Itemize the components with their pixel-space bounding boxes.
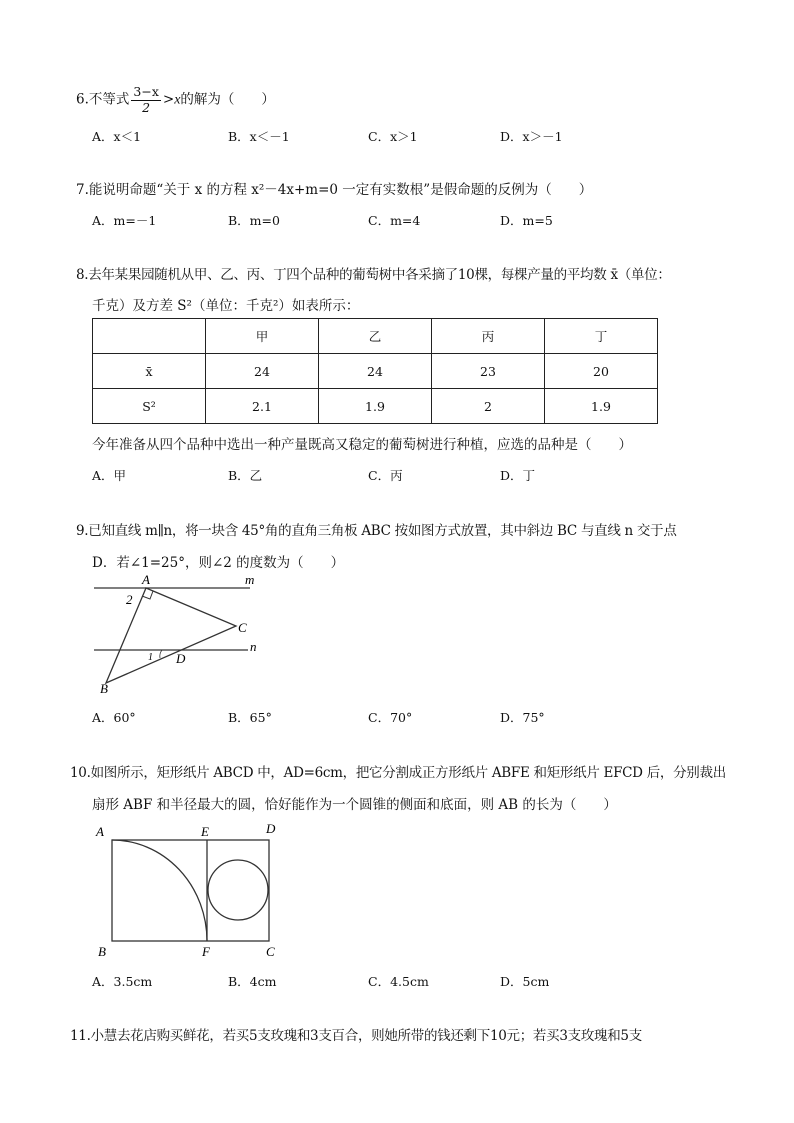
q7-option-c[interactable]: C．m=4 — [368, 213, 421, 228]
table-cell: 24 — [206, 354, 319, 389]
label-1: 1 — [148, 652, 153, 663]
q10-stem-line1: 10.如图所示，矩形纸片 ABCD 中，AD=6cm，把它分割成正方形纸片 ABFE 和矩形纸片 EFCD 后，分别裁出 — [70, 765, 726, 781]
q9-option-d[interactable]: D．75° — [500, 710, 545, 725]
q8-stem-line1: 8.去年某果园随机从甲、乙、丙、丁四个品种的葡萄树中各采摘了10棵，每棵产量的平均数 x̄（单位： — [76, 267, 671, 283]
table-header-cell: 丙 — [432, 319, 545, 354]
q9-figure — [90, 570, 280, 700]
rectangle-abcd — [112, 840, 269, 941]
table-header-cell: 乙 — [319, 319, 432, 354]
label-n: n — [250, 639, 257, 654]
q8-option-b[interactable]: B．乙 — [228, 468, 263, 483]
q8-after-text: 今年准备从四个品种中选出一种产量既高又稳定的葡萄树进行种植，应选的品种是（ ） — [92, 437, 632, 453]
q10-figure — [90, 818, 290, 963]
q9-stem-line2: D．若∠1=25°，则∠2 的度数为（ ） — [92, 555, 345, 571]
q8-option-c[interactable]: C．丙 — [368, 468, 403, 483]
label-d: D — [266, 821, 276, 836]
table-cell: 2.1 — [206, 389, 319, 424]
q7-stem: 7.能说明命题“关于 x 的方程 x²－4x+m=0 一定有实数根”是假命题的反例为（ ） — [76, 182, 593, 198]
table-row — [93, 354, 658, 389]
q6-var-x: x — [174, 92, 181, 108]
q10-option-c[interactable]: C．4.5cm — [368, 974, 429, 989]
q6-option-b[interactable]: B．x＜－1 — [228, 129, 290, 144]
table-header-row — [93, 319, 658, 354]
q6-frac-num: 3−x — [133, 84, 159, 99]
q8-data-table — [92, 318, 658, 424]
inscribed-circle — [208, 860, 268, 920]
table-cell: 24 — [319, 354, 432, 389]
q9-option-a[interactable]: A．60° — [92, 710, 136, 725]
table-cell: S² — [93, 389, 206, 424]
label-a: A — [96, 824, 104, 839]
label-b: B — [98, 944, 106, 959]
q9-option-c[interactable]: C．70° — [368, 710, 413, 725]
q6-suffix: 的解为（ ） — [180, 91, 275, 108]
label-f: F — [202, 944, 210, 959]
label-c: C — [266, 944, 275, 959]
q9-stem-line1: 9.已知直线 m∥n，将一块含 45°角的直角三角板 ABC 按如图方式放置，其中斜边 BC 与直线 n 交于点 — [76, 523, 677, 539]
q10-option-a[interactable]: A．3.5cm — [92, 974, 153, 989]
q6-option-c[interactable]: C．x＞1 — [368, 129, 418, 144]
label-e: E — [201, 824, 209, 839]
q10-stem-line2: 扇形 ABF 和半径最大的圆，恰好能作为一个圆锥的侧面和底面，则 AB 的长为（ ） — [92, 797, 617, 813]
q8-stem-line2: 千克）及方差 S²（单位：千克²）如表所示： — [92, 298, 360, 314]
label-m: m — [245, 572, 255, 587]
q6-option-d[interactable]: D．x＞－1 — [500, 129, 563, 144]
table-cell: 1.9 — [545, 389, 658, 424]
q6-stem — [76, 86, 275, 114]
label-2: 2 — [126, 592, 133, 607]
q11-stem-line1: 11.小慧去花店购买鲜花，若买5支玫瑰和3支百合，则她所带的钱还剩下10元；若买3支玫瑰和5支 — [70, 1028, 642, 1044]
label-c: C — [238, 620, 247, 635]
q7-option-d[interactable]: D．m=5 — [500, 213, 553, 228]
q7-option-a[interactable]: A．m=－1 — [92, 213, 157, 228]
q8-option-d[interactable]: D．丁 — [500, 468, 536, 483]
label-b: B — [100, 681, 108, 696]
table-header-cell: 甲 — [206, 319, 319, 354]
q6-fraction — [131, 86, 160, 114]
table-cell: 2 — [432, 389, 545, 424]
q10-option-b[interactable]: B．4cm — [228, 974, 277, 989]
q6-frac-den: 2 — [142, 99, 151, 115]
table-header-cell — [93, 319, 206, 354]
label-a: A — [142, 572, 150, 587]
angle-1-arc — [160, 650, 162, 658]
table-cell: 23 — [432, 354, 545, 389]
table-header-cell: 丁 — [545, 319, 658, 354]
table-cell: x̄ — [93, 354, 206, 389]
q9-option-b[interactable]: B．65° — [228, 710, 272, 725]
q6-gt: > — [162, 91, 175, 108]
q6-prefix: 6.不等式 — [76, 91, 130, 108]
table-cell: 1.9 — [319, 389, 432, 424]
label-d: D — [176, 651, 186, 666]
table-cell: 20 — [545, 354, 658, 389]
sector-arc-abf — [112, 840, 207, 941]
q7-option-b[interactable]: B．m=0 — [228, 213, 280, 228]
q6-option-a[interactable]: A．x＜1 — [92, 129, 142, 144]
q10-option-d[interactable]: D．5cm — [500, 974, 550, 989]
q8-option-a[interactable]: A．甲 — [92, 468, 127, 483]
table-row — [93, 389, 658, 424]
